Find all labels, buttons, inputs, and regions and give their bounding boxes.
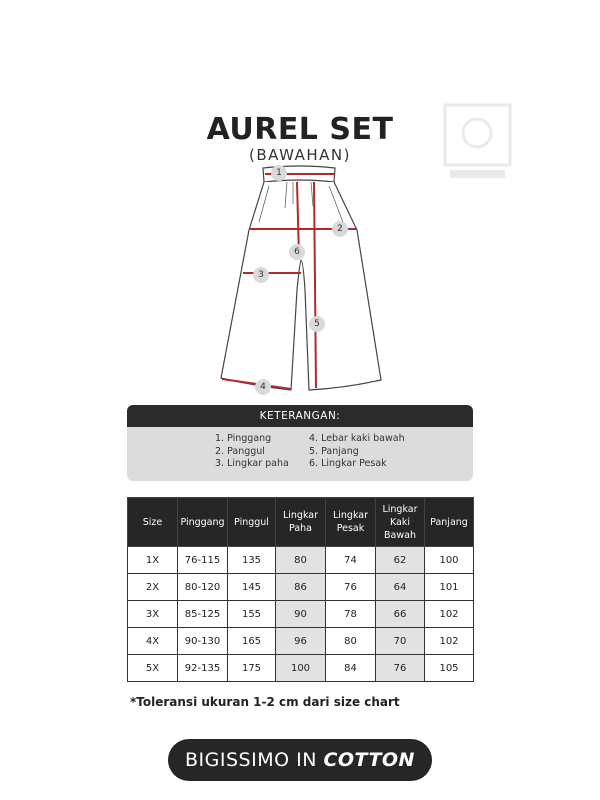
header-lingkar-pesak: Lingkar Pesak xyxy=(326,498,376,547)
brand-badge xyxy=(168,739,432,781)
cell-panjang: 102 xyxy=(425,628,474,655)
legend-item: 1. Pinggang xyxy=(215,433,272,444)
pants-outline-icon xyxy=(205,160,395,400)
header-lingkar-paha: Lingkar Paha xyxy=(276,498,326,547)
cell-pinggang: 90-130 xyxy=(178,628,228,655)
cell-pinggang: 92-135 xyxy=(178,655,228,682)
cell-panjang: 100 xyxy=(425,547,474,574)
brand-emphasis: COTTON xyxy=(323,749,415,771)
cell-lingkar-kaki-bawah: 62 xyxy=(376,547,425,574)
legend-left-column xyxy=(215,433,309,471)
cell-pinggang: 85-125 xyxy=(178,601,228,628)
page-subtitle: (BAWAHAN) xyxy=(249,146,351,164)
cell-size: 2X xyxy=(128,574,178,601)
legend-item: 4. Lebar kaki bawah xyxy=(309,433,405,444)
cell-lingkar-pesak: 84 xyxy=(326,655,376,682)
legend-header: KETERANGAN: xyxy=(127,405,473,427)
legend-right-column xyxy=(309,433,419,471)
cell-size: 3X xyxy=(128,601,178,628)
cell-lingkar-kaki-bawah: 66 xyxy=(376,601,425,628)
header-panjang: Panjang xyxy=(425,498,474,547)
cell-lingkar-pesak: 78 xyxy=(326,601,376,628)
header-pinggul: Pinggul xyxy=(228,498,276,547)
cell-size: 5X xyxy=(128,655,178,682)
cell-lingkar-kaki-bawah: 70 xyxy=(376,628,425,655)
cell-lingkar-kaki-bawah: 64 xyxy=(376,574,425,601)
table-row xyxy=(128,574,474,601)
legend-item: 5. Panjang xyxy=(309,445,359,457)
header-lingkar-kaki-bawah: Lingkar Kaki Bawah xyxy=(376,498,425,547)
marker-6: 6 xyxy=(289,244,305,260)
legend-item: 6. Lingkar Pesak xyxy=(309,458,387,469)
page-title: AUREL SET xyxy=(206,112,394,147)
marker-4: 4 xyxy=(255,379,271,395)
header-pinggang: Pinggang xyxy=(178,498,228,547)
cell-panjang: 101 xyxy=(425,574,474,601)
cell-pinggul: 165 xyxy=(228,628,276,655)
cell-lingkar-paha: 86 xyxy=(276,574,326,601)
cell-pinggang: 80-120 xyxy=(178,574,228,601)
cell-pinggul: 145 xyxy=(228,574,276,601)
table-row xyxy=(128,601,474,628)
cell-pinggang: 76-115 xyxy=(178,547,228,574)
cell-lingkar-pesak: 80 xyxy=(326,628,376,655)
cell-panjang: 105 xyxy=(425,655,474,682)
pants-diagram xyxy=(205,160,395,400)
cell-size: 1X xyxy=(128,547,178,574)
cell-panjang: 102 xyxy=(425,601,474,628)
cell-pinggul: 155 xyxy=(228,601,276,628)
size-chart-table xyxy=(127,497,474,682)
table-row xyxy=(128,655,474,682)
cell-pinggul: 175 xyxy=(228,655,276,682)
cell-lingkar-paha: 90 xyxy=(276,601,326,628)
tolerance-note: *Toleransi ukuran 1-2 cm dari size chart xyxy=(130,695,400,709)
cell-size: 4X xyxy=(128,628,178,655)
cell-lingkar-paha: 96 xyxy=(276,628,326,655)
table-row xyxy=(128,628,474,655)
marker-3: 3 xyxy=(253,267,269,283)
marker-2: 2 xyxy=(332,221,348,237)
legend-box xyxy=(127,405,473,481)
table-row xyxy=(128,547,474,574)
brand-watermark-icon xyxy=(440,100,515,185)
cell-lingkar-pesak: 74 xyxy=(326,547,376,574)
legend-item: 2. Panggul xyxy=(215,445,265,457)
table-header-row xyxy=(128,498,474,547)
header-size: Size xyxy=(128,498,178,547)
cell-pinggul: 135 xyxy=(228,547,276,574)
cell-lingkar-paha: 80 xyxy=(276,547,326,574)
marker-1: 1 xyxy=(271,165,287,181)
cell-lingkar-pesak: 76 xyxy=(326,574,376,601)
cell-lingkar-kaki-bawah: 76 xyxy=(376,655,425,682)
marker-5: 5 xyxy=(309,316,325,332)
legend-item: 3. Lingkar paha xyxy=(215,458,289,469)
brand-prefix: BIGISSIMO IN xyxy=(185,749,324,771)
cell-lingkar-paha: 100 xyxy=(276,655,326,682)
